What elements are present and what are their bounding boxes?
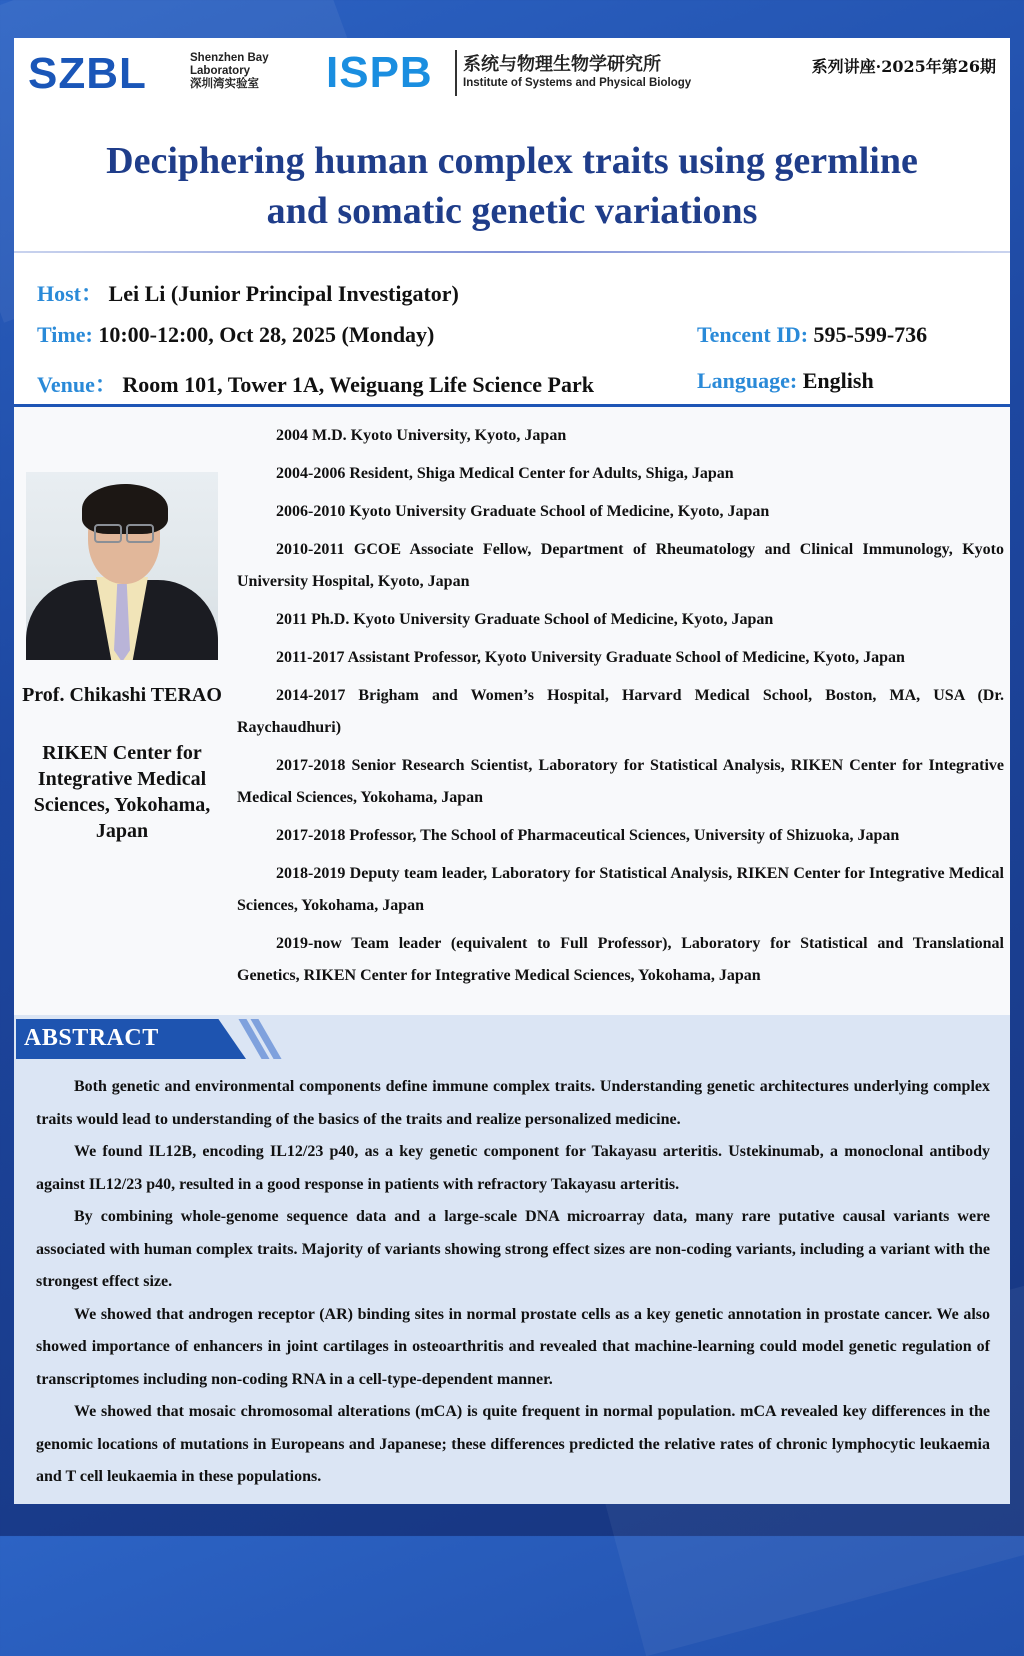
speaker-name: Prof. Chikashi TERAO — [22, 684, 222, 706]
cv-entry: 2004 M.D. Kyoto University, Kyoto, Japan — [276, 427, 567, 444]
logo-divider — [455, 50, 457, 96]
talk-title-line: Deciphering human complex traits using germline — [106, 140, 918, 182]
language-row — [697, 368, 874, 394]
abstract-paragraph: We showed that mosaic chromosomal alterations (mCA) is quite frequent in normal population. mCA revealed key differences in the genomic locations of mutations in Europeans and Japanese; these differences predicted the relative rates of chronic lymphocytic leukaemia and T cell leukaemia in these populations. — [36, 1403, 990, 1485]
abstract-heading: ABSTRACT — [24, 1025, 159, 1051]
time-label: Time: — [37, 322, 93, 347]
cv-entry: 2011-2017 Assistant Professor, Kyoto University Graduate School of Medicine, Kyoto, Japan — [276, 649, 905, 666]
cv-entry: 2017-2018 Professor, The School of Pharmaceutical Sciences, University of Shizuoka, Japan — [276, 827, 900, 844]
venue-label: Venue： — [37, 372, 117, 397]
host-row — [37, 277, 459, 308]
venue-value: Room 101, Tower 1A, Weiguang Life Science Park — [122, 372, 594, 397]
szbl-logo-subtitle — [190, 52, 269, 91]
abstract-paragraph: We showed that androgen receptor (AR) binding sites in normal prostate cells as a key genetic annotation in prostate cancer. We also showed importance of enhancers in joint cartilages in osteoarthritis and revealed that machine-learning could model genetic regulation of transcriptomes including non-coding RNA in a cell-type-dependent manner. — [36, 1305, 990, 1388]
photo-glasses — [94, 524, 122, 543]
szbl-sub-line: 深圳湾实验室 — [190, 78, 259, 90]
talk-title-line: and somatic genetic variations — [266, 190, 758, 232]
szbl-logo: SZBL — [28, 49, 147, 98]
language-label: Language: — [697, 368, 798, 393]
poster-card — [14, 38, 1010, 1504]
tencent-label: Tencent ID: — [697, 322, 809, 347]
cv-entry: 2017-2018 Senior Research Scientist, Laboratory for Statistical Analysis, RIKEN Center for Integrative Medical Sciences, Yokohama, Japan — [237, 757, 1004, 806]
speaker-photo — [26, 472, 218, 660]
abstract-paragraph: By combining whole-genome sequence data and a large-scale DNA microarray data, many rare putative causal variants were associated with human complex traits. Majority of variants showing strong effect sizes are non-coding variants, including a variant with the strongest effect size. — [36, 1208, 990, 1290]
cv-entry: 2006-2010 Kyoto University Graduate School of Medicine, Kyoto, Japan — [276, 503, 770, 520]
abstract-body — [36, 1071, 990, 1494]
cv-list — [237, 420, 1004, 998]
cv-entry: 2004-2006 Resident, Shiga Medical Center for Adults, Shiga, Japan — [276, 465, 734, 482]
ispb-logo: ISPB — [326, 48, 433, 97]
cv-entry: 2014-2017 Brigham and Women’s Hospital, Harvard Medical School, Boston, MA, USA (Dr. Raychaudhuri) — [237, 687, 1004, 736]
abstract-paragraph: We found IL12B, encoding IL12/23 p40, as a key genetic component for Takayasu arteritis. Ustekinumab, a monoclonal antibody against IL12/23 p40, resulted in a good response in patients with refractory Takayasu arteritis. — [36, 1143, 990, 1193]
cv-entry: 2010-2011 GCOE Associate Fellow, Department of Rheumatology and Clinical Immunology, Kyoto University Hospital, Kyoto, Japan — [237, 541, 1004, 590]
ispb-chinese-name: 系统与物理生物学研究所 — [463, 54, 661, 75]
divider — [14, 251, 1010, 253]
abstract-paragraph: Both genetic and environmental components define immune complex traits. Understanding genetic architectures underlying complex traits would lead to understanding of the basics of the traits and realize personalized medicine. — [36, 1078, 990, 1128]
speaker-affiliation: RIKEN Center for Integrative Medical Sciences, Yokohama, Japan — [33, 742, 211, 842]
cv-entry: 2011 Ph.D. Kyoto University Graduate School of Medicine, Kyoto, Japan — [276, 611, 774, 628]
time-row — [37, 322, 434, 348]
ispb-english-name: Institute of Systems and Physical Biology — [463, 77, 692, 89]
tencent-row — [697, 322, 927, 348]
szbl-sub-line: Shenzhen Bay — [190, 52, 269, 64]
cv-entry: 2018-2019 Deputy team leader, Laboratory for Statistical Analysis, RIKEN Center for Integrative Medical Sciences, Yokohama, Japan — [237, 865, 1004, 914]
host-label: Host： — [37, 281, 104, 306]
venue-row — [37, 368, 594, 399]
tencent-id: 595-599-736 — [813, 322, 928, 347]
lecture-series-label: 系列讲座·2025年第26期 — [811, 57, 996, 76]
photo-glasses — [126, 524, 154, 543]
talk-title — [34, 136, 990, 236]
host-value: Lei Li (Junior Principal Investigator) — [108, 281, 459, 306]
cv-entry: 2019-now Team leader (equivalent to Full Professor), Laboratory for Statistical and Translational Genetics, RIKEN Center for Integrative Medical Sciences, Yokohama, Japan — [237, 935, 1004, 984]
szbl-sub-line: Laboratory — [190, 65, 251, 77]
time-value: 10:00-12:00, Oct 28, 2025 (Monday) — [98, 322, 435, 347]
language-value: English — [802, 368, 874, 393]
